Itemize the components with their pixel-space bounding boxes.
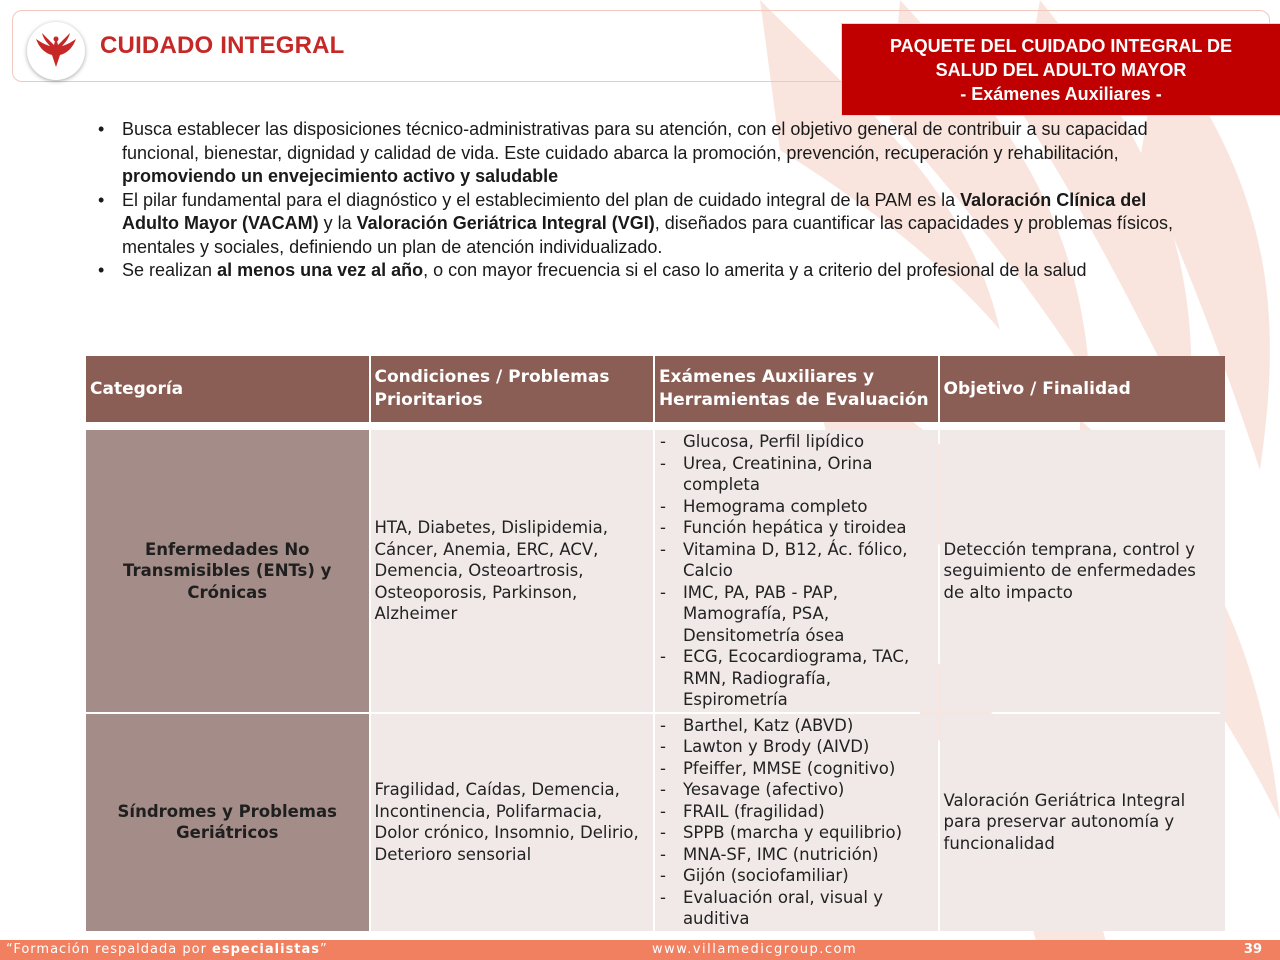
exams-table — [84, 354, 1227, 933]
list-item: - IMC, PA, PAB - PAP, Mamografía, PSA, Densitometría ósea — [659, 582, 934, 647]
column-header-category: Categoría — [86, 356, 369, 422]
list-item: - Pfeiffer, MMSE (cognitivo) — [659, 758, 934, 780]
conditions-cell: HTA, Diabetes, Dislipidemia, Cáncer, Anemia, ERC, ACV, Demencia, Osteoartrosis, Osteoporosis, Parkinson, Alzheimer — [371, 430, 653, 712]
bullet-dot-icon: • — [98, 189, 105, 210]
logo — [27, 22, 85, 80]
intro-bullets — [96, 118, 1196, 283]
brand-title: CUIDADO INTEGRAL — [100, 32, 345, 59]
page-number: 39 — [1243, 942, 1262, 957]
bullet-item: • Busca establecer las disposiciones técnico-administrativas para su atención, con el objetivo general de contribuir a su capacidad funcional, bienestar, dignidad y calidad de vida. Este cuidado abarca la promoción, prevención, recuperación y rehabilitación, promoviendo un envejecimiento activo y saludable — [98, 119, 1148, 186]
table-row — [86, 430, 1225, 712]
list-item: - Glucosa, Perfil lipídico — [659, 431, 934, 453]
list-item: - Hemograma completo — [659, 496, 934, 518]
bullet-item: • El pilar fundamental para el diagnóstico y el establecimiento del plan de cuidado integral de la PAM es la Valoración Clínica del Adulto Mayor (VACAM) y la Valoración Geriátrica Integral (VGI), diseñados para cuantificar las capacidades y problemas físicos, mentales y sociales, definiendo un plan de atención individualizado. — [98, 189, 1174, 257]
table-row — [86, 714, 1225, 931]
list-item: - SPPB (marcha y equilibrio) — [659, 822, 934, 844]
list-item: - FRAIL (fragilidad) — [659, 801, 934, 823]
exams-cell — [655, 430, 938, 712]
package-title-line-2: SALUD DEL ADULTO MAYOR — [935, 59, 1187, 80]
bullet-dot-icon: • — [98, 119, 105, 139]
table-header-row — [86, 356, 1225, 422]
package-title-box — [842, 24, 1280, 115]
package-title-line-1: PAQUETE DEL CUIDADO INTEGRAL DE — [889, 35, 1233, 56]
bullet-item: • Se realizan al menos una vez al año, o con mayor frecuencia si el caso lo amerita y a criterio del profesional de la salud — [96, 259, 1196, 283]
list-item: - Lawton y Brody (AIVD) — [659, 736, 934, 758]
footer-website: www.villamedicgroup.com — [652, 942, 858, 957]
exams-list — [659, 431, 934, 711]
objective-cell: Valoración Geriátrica Integral para preservar autonomía y funcionalidad — [940, 714, 1225, 931]
list-item: - ECG, Ecocardiograma, TAC, RMN, Radiografía, Espirometría — [659, 646, 934, 711]
footer-bar — [0, 940, 1280, 960]
list-item: - Función hepática y tiroidea — [659, 517, 934, 539]
column-header-exams: Exámenes Auxiliares y Herramientas de Evaluación — [655, 356, 938, 422]
footer-slogan: “Formación respaldada por especialistas” — [6, 942, 328, 957]
list-item: - Yesavage (afectivo) — [659, 779, 934, 801]
column-header-objective: Objetivo / Finalidad — [940, 356, 1225, 422]
category-cell: Síndromes y Problemas Geriátricos — [86, 714, 369, 931]
column-header-conditions: Condiciones / Problemas Prioritarios — [371, 356, 653, 422]
exams-list — [659, 715, 934, 930]
list-item: - Evaluación oral, visual y auditiva — [659, 887, 934, 930]
list-item: - Gijón (sociofamiliar) — [659, 865, 934, 887]
list-item: - Urea, Creatinina, Orina completa — [659, 453, 934, 496]
package-title-line-3: - Exámenes Auxiliares - — [960, 83, 1162, 104]
conditions-cell: Fragilidad, Caídas, Demencia, Incontinencia, Polifarmacia, Dolor crónico, Insomnio, Delirio, Deterioro sensorial — [371, 714, 653, 931]
category-cell: Enfermedades No Transmisibles (ENTs) y Crónicas — [86, 430, 369, 712]
list-item: - Vitamina D, B12, Ác. fólico, Calcio — [659, 539, 934, 582]
list-item: - Barthel, Katz (ABVD) — [659, 715, 934, 737]
bullet-dot-icon: • — [98, 260, 105, 280]
list-item: - MNA-SF, IMC (nutrición) — [659, 844, 934, 866]
exams-cell — [655, 714, 938, 931]
objective-cell: Detección temprana, control y seguimiento de enfermedades de alto impacto — [940, 430, 1225, 712]
phoenix-icon — [34, 31, 78, 71]
